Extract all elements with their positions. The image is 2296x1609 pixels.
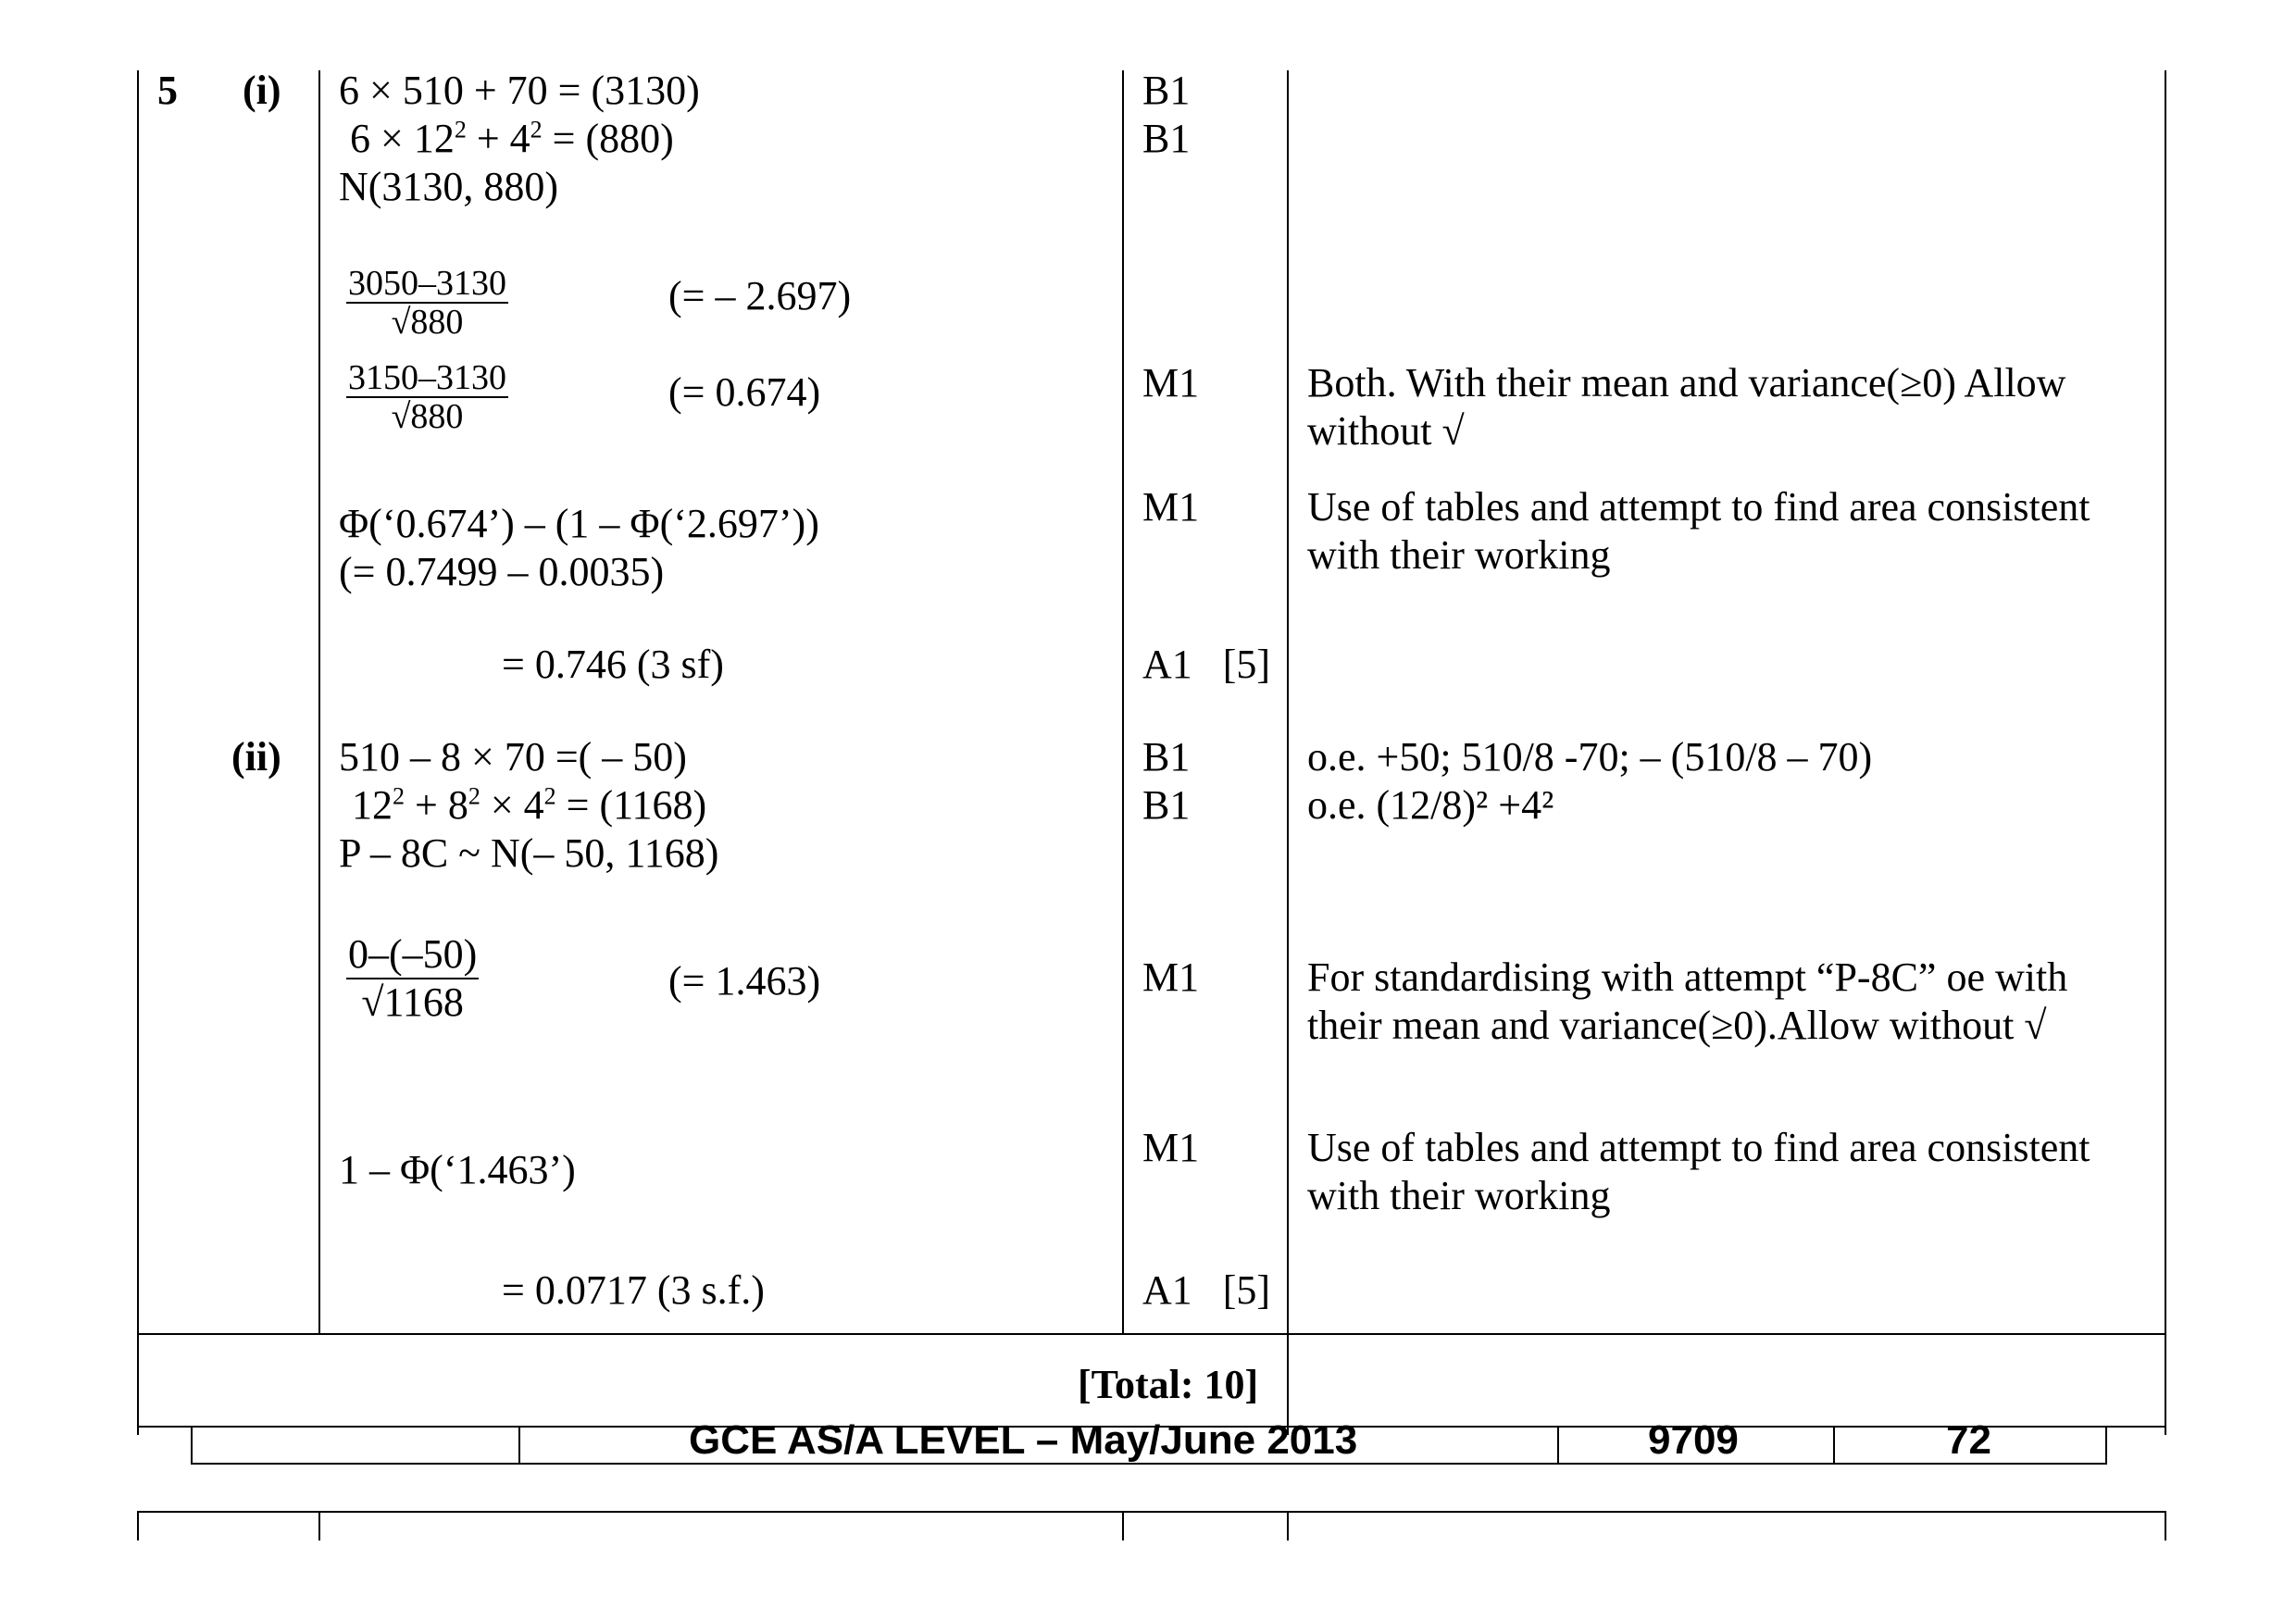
- next-table-divider-1: [318, 1511, 320, 1540]
- part-i-line-1: 6 × 510 + 70 = (3130): [339, 68, 700, 113]
- guidance-ii-m1-b-line-1: Use of tables and attempt to find area consistent: [1307, 1125, 2090, 1170]
- part-i-line-2-b: + 4: [466, 116, 530, 161]
- part-ii-line-2-exp-2: 2: [468, 782, 480, 810]
- guidance-i-m1-a-line-2: without √: [1307, 408, 1465, 454]
- part-ii-label: (ii): [231, 734, 281, 780]
- part-ii-fraction-result: (= 1.463): [668, 958, 821, 1004]
- part-ii-fraction-numerator: 0–(–50): [346, 931, 479, 979]
- part-i-label: (i): [243, 68, 281, 113]
- mark-ii-a1: A1 [5]: [1142, 1267, 1271, 1313]
- next-table-divider-3: [1287, 1511, 1289, 1540]
- part-i-line-3: N(3130, 880): [339, 164, 559, 209]
- next-table-left: [137, 1511, 139, 1540]
- part-ii-fraction-denominator: √1168: [361, 979, 464, 1025]
- part-ii-line-2-exp-3: 2: [543, 782, 556, 810]
- guidance-ii-b1-b: o.e. (12/8)² +4²: [1307, 782, 1554, 828]
- total-marks: [Total: 10]: [1078, 1362, 1259, 1407]
- part-ii-line-1: 510 – 8 × 70 =( – 50): [339, 734, 687, 780]
- guidance-ii-b1-a: o.e. +50; 510/8 -70; – (510/8 – 70): [1307, 734, 1873, 780]
- part-ii-line-3: P – 8C ~ N(– 50, 1168): [339, 830, 719, 876]
- part-i-line-2-c: = (880): [542, 116, 674, 161]
- part-i-fraction-1: [346, 265, 508, 341]
- mark-i-m1-a: M1: [1142, 360, 1200, 405]
- part-i-answer: = 0.746 (3 sf): [502, 642, 724, 687]
- guidance-ii-m1-a-line-2: their mean and variance(≥0).Allow without √: [1307, 1003, 2047, 1048]
- mark-ii-m1-a: M1: [1142, 954, 1200, 1000]
- part-ii-answer: = 0.0717 (3 s.f.): [502, 1267, 765, 1313]
- guidance-ii-m1-b-line-2: with their working: [1307, 1173, 1611, 1218]
- mark-ii-b1-b: B1: [1142, 782, 1191, 828]
- part-i-fraction-2-numerator: 3150–3130: [348, 358, 506, 397]
- mark-ii-m1-b: M1: [1142, 1125, 1200, 1170]
- column-divider-1: [318, 70, 320, 1333]
- question-number: 5: [157, 68, 178, 113]
- part-i-phi-line-1: Φ(‘0.674’) – (1 – Φ(‘2.697’)): [339, 501, 819, 546]
- next-table-right: [2165, 1511, 2166, 1540]
- footer-box-bottom: [191, 1463, 2107, 1465]
- part-ii-line-2-c: × 4: [480, 782, 544, 828]
- footer-box-divider-2: [1557, 1426, 1559, 1465]
- mark-ii-b1-a: B1: [1142, 734, 1191, 780]
- part-ii-line-2-exp-1: 2: [393, 782, 405, 810]
- part-ii-line-2-b: + 8: [405, 782, 468, 828]
- part-i-fraction-1-numerator: 3050–3130: [348, 264, 506, 303]
- next-table-top: [137, 1511, 2166, 1513]
- footer-paper: 72: [1946, 1417, 1991, 1463]
- table-right-border: [2165, 70, 2166, 1435]
- part-i-line-2-a: 6 × 12: [350, 116, 455, 161]
- part-i-fraction-2-denominator: √880: [391, 397, 464, 436]
- part-i-line-2: [350, 115, 674, 163]
- part-i-fraction-2: [346, 359, 508, 435]
- part-ii-line-2-d: = (1168): [555, 782, 707, 828]
- part-ii-phi-line: 1 – Φ(‘1.463’): [339, 1147, 576, 1192]
- mark-i-a1: A1 [5]: [1142, 642, 1271, 687]
- table-left-border: [137, 70, 139, 1435]
- part-i-line-2-exp-2: 2: [530, 116, 543, 143]
- part-i-fraction-2-result: (= 0.674): [668, 369, 821, 415]
- footer-title: GCE AS/A LEVEL – May/June 2013: [689, 1417, 1358, 1463]
- part-ii-fraction: [346, 931, 479, 1026]
- guidance-i-m1-b-line-2: with their working: [1307, 532, 1611, 578]
- footer-box-left: [191, 1426, 193, 1465]
- part-i-line-2-exp-1: 2: [454, 116, 467, 143]
- column-divider-3: [1287, 70, 1289, 1435]
- part-i-fraction-1-denominator: √880: [391, 303, 464, 342]
- part-ii-line-2: [352, 781, 706, 829]
- guidance-i-m1-b-line-1: Use of tables and attempt to find area consistent: [1307, 484, 2090, 530]
- part-i-fraction-1-result: (= – 2.697): [668, 273, 852, 318]
- part-ii-line-2-a: 12: [352, 782, 393, 828]
- next-table-divider-2: [1122, 1511, 1124, 1540]
- column-divider-2: [1122, 70, 1124, 1333]
- footer-box-divider-1: [518, 1426, 520, 1465]
- part-i-phi-line-2: (= 0.7499 – 0.0035): [339, 549, 665, 594]
- footer-syllabus: 9709: [1648, 1417, 1739, 1463]
- total-row-top-border: [137, 1333, 2166, 1335]
- footer-box-divider-3: [1833, 1426, 1835, 1465]
- footer-box-right: [2105, 1426, 2107, 1465]
- guidance-i-m1-a-line-1: Both. With their mean and variance(≥0) Allow: [1307, 360, 2066, 405]
- mark-i-b1-a: B1: [1142, 68, 1191, 113]
- mark-i-m1-b: M1: [1142, 484, 1200, 530]
- mark-i-b1-b: B1: [1142, 116, 1191, 161]
- guidance-ii-m1-a-line-1: For standardising with attempt “P-8C” oe with: [1307, 954, 2068, 1000]
